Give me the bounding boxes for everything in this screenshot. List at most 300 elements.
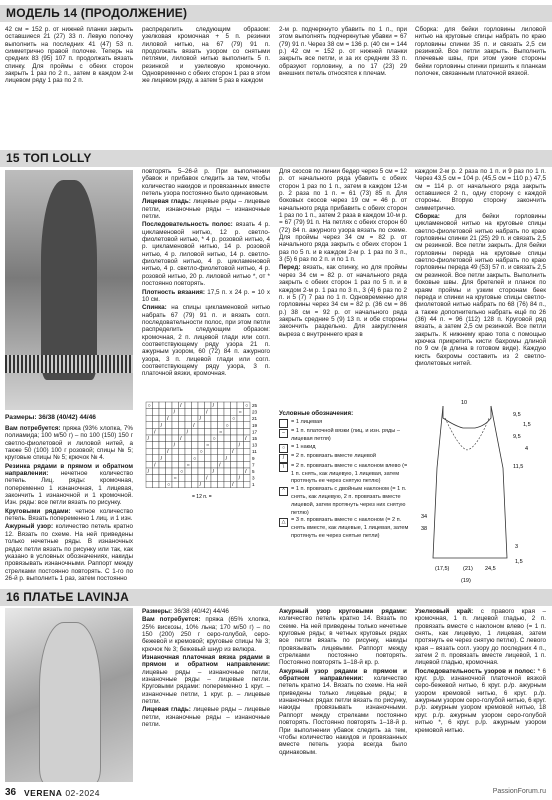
chart-cell [172, 415, 179, 422]
chart-cell [166, 428, 173, 435]
chart-cell [185, 402, 192, 409]
chart-row-label: 11 [252, 449, 257, 455]
schematic-label: (19) [461, 578, 471, 584]
legend-item [279, 463, 409, 486]
chart-symbol: ○ [186, 462, 190, 469]
chart-cell [153, 468, 160, 475]
chart-cell [172, 422, 179, 429]
chart-cell [185, 422, 192, 429]
chart-cell [244, 461, 251, 468]
chart-cell [198, 475, 205, 482]
chart-symbol: / [245, 469, 247, 475]
chart-cell [211, 475, 218, 482]
chart-cell [198, 442, 205, 449]
chart-cell [211, 422, 218, 429]
chart-cell [198, 422, 205, 429]
text-column [142, 608, 270, 730]
chart-cell [179, 448, 186, 455]
chart-cell [146, 409, 153, 416]
legend-symbol-icon: ○ [279, 444, 288, 453]
chart-cell [224, 475, 231, 482]
chart-cell [179, 409, 186, 416]
chart-cell [185, 409, 192, 416]
chart-row-label: 25 [252, 403, 258, 408]
chart-cell [224, 448, 231, 455]
chart-symbol: / [173, 409, 175, 416]
text-column [279, 168, 407, 339]
paragraph: Перед: вязать, как спинку, но для проймы через 34 см = 82 р. от начального ряда закрыть с обеих сторон 1 раз по 5 п. и в каждом 2-м р. 1 раз по 3 п., 3 (4) 6 раз по 2 п. и 5 (7) 7 раз по 1 п. Одновременно для горловины через 34 см = 82 р. (36 см = 86 р.) 38 см = 92 р. от начального ряда закрыть средние 5 (9) 13 п. и обе стороны закончить раздельно. Для закругления выреза с внутреннего края в [279, 264, 407, 338]
chart-cell [146, 461, 153, 468]
chart-cell [218, 422, 225, 429]
chart-symbol: / [147, 436, 149, 442]
chart-symbol: / [232, 482, 234, 489]
section-header-15 [0, 150, 552, 167]
chart-symbol: ○ [193, 455, 197, 462]
schematic-label: 4 [525, 446, 529, 452]
chart-cell [198, 455, 205, 462]
paragraph: Последовательность полос: вязать 4 р. цикламеновой нитью, 12 р. светло-фиолетовой нитью, * 4 р. розовой нитью, 4 р. цикламеновой нитью, 14 р. розовой нитью, 4 р. лиловой нитью, 14 р. светло-фиолетовой нитью, 4 р. цикламеновой нитью, 4 р. светло-фиолетовой нитью, 4 р. розовой нитью, 20 р. лиловой нитью *, от * постоянно повторять. [142, 221, 270, 288]
chart-symbol: / [173, 442, 175, 449]
knitting-chart [142, 398, 272, 500]
chart-cell [166, 468, 173, 475]
paragraph: Спинка: на спицы цикламеновой нитью набрать 67 (79) 91 п. и вязать согл. последовательности полос, при этом петли распределить следующим образом: кромочная, 2 п. лицевой глади или согл. соответствующему ряду узора 21 п. ажурным узором, 60 (72) 84 п. ажурного узора, 3 п. лицевой глади или согл. соответствующему ряду узора, 3 п. платочной вязки, кромочная. [142, 304, 270, 378]
chart-cell [172, 468, 179, 475]
chart-cell [166, 422, 173, 429]
paragraph: Плотность вязания: 17,5 п. x 24 р. = 10 x 10 см. [142, 288, 270, 303]
paragraph: Круговыми рядами: четное количество петель. Вязать попеременно 1 лиц. и 1 изн. [5, 507, 133, 523]
chart-cell [205, 455, 212, 462]
chart-cell [244, 455, 251, 462]
legend [279, 410, 409, 541]
paragraph-heading: Узелковый край: [415, 608, 474, 615]
paragraph-heading: Последовательность узоров и полос: [415, 667, 536, 675]
chart-cell [231, 428, 238, 435]
chart-cell [192, 481, 199, 488]
chart-symbol: / [206, 475, 208, 482]
chart-cell [237, 468, 244, 475]
chart-cell [146, 475, 153, 482]
legend-symbol-icon: \ [279, 463, 288, 472]
paragraph: Сборка: для бейки горловины лиловой нитью на круговые спицы набрать по краю горловины спинки 35 п. и связать 2,5 см резинкой. Все петли закрыть. Выполнить плечевые швы, при этом узкие стороны бейки горловины спинки пришить к планкам полочек, связанным платочной вязкой. [415, 26, 546, 78]
chart-cell [146, 481, 153, 488]
magazine-name: VERENA 02-2024 [24, 788, 101, 798]
paragraph: Вам потребуется: пряжа (65% хлопка, 25% вискозы, 10% льна; 170 м/50 г) – по 150 (200) 250 г серо-голубой, серо-бежевой и кремовой; круговые спицы № 3; крючок № 3; бежевый шнур из велюра. [142, 616, 270, 653]
legend-text: = 2 п. провязать вместе лицевой [291, 453, 377, 460]
dress-photo [5, 608, 133, 782]
chart-cell [192, 475, 199, 482]
legend-text: = 1 лицевая [291, 418, 323, 425]
chart-cell [179, 422, 186, 429]
chart-cell [192, 402, 199, 409]
legend-text: = 1 п. провязать с двойным наклоном (= 1 п. снять, как лицевую, 2 п. провязать вместе лицевой, затем протянуть через них снятую петлю) [291, 486, 407, 516]
chart-symbol: ○ [225, 422, 229, 429]
chart-cell [244, 448, 251, 455]
chart-cell [231, 435, 238, 442]
paragraph: Последовательность узоров и полос: * 6 круг. р./р. изнаночной платочной вязкой серо-бежевой нитью, 6 круг. р./р. ажурным узором кремовой нитью, 6 круг. р./р. ажурным узором серо-голубой нитью, 6 круг. р./р. ажурным узором кремовой нитью, 18 круг. р./р. ажурным узором серо-голубой нитью *, 6 круг. р./р. ажурным узором кремовой нитью. [415, 667, 546, 734]
chart-cell [231, 461, 238, 468]
chart-cell [237, 415, 244, 422]
paragraph: Ажурный узор круговыми рядами: количество петель кратно 14. Вязать по схеме. На ней приведены только нечетные круговые ряды; в четных круговых рядах все петли вязать по рисунку, накиды провязывать лицевыми. Раппорт между стрелками постоянно повторять. Постоянно повторять 1–18-й кр. р. [279, 608, 407, 667]
chart-symbol: ○ [173, 475, 177, 482]
chart-symbol: / [180, 403, 182, 409]
legend-symbol-icon: – [279, 429, 288, 438]
chart-cell [198, 468, 205, 475]
chart-cell [205, 415, 212, 422]
chart-cell [172, 448, 179, 455]
paragraph: Узелковый край: с правого края – кромочная, 1 п. лицевой гладью, 2 п. провязать вместе с наклоном влево (= 1 п. снять, как лицевую, 1 лицевая, затем протянуть ее через снятую петлю). С левого края – вязать согл. узору до последних 4 п., затем 2 п. провязать вместе лицевой, 1 п. лицевой гладью, кромочная. [415, 608, 547, 667]
text-column [142, 168, 270, 379]
chart-symbol: / [186, 429, 188, 436]
chart-cell [166, 435, 173, 442]
chart-cell [153, 481, 160, 488]
legend-item [279, 444, 409, 454]
chart-cell [172, 435, 179, 442]
chart-symbol: ○ [206, 442, 210, 449]
chart-cell [205, 428, 212, 435]
paragraph-heading: Лицевая гладь: [142, 706, 191, 714]
chart-cell [172, 481, 179, 488]
chart-cell [211, 442, 218, 449]
chart-cell [218, 409, 225, 416]
chart-row-label: 17 [252, 429, 258, 435]
chart-symbol: / [193, 422, 195, 429]
chart-cell [159, 435, 166, 442]
paragraph-heading: Вам потребуется: [5, 425, 61, 432]
paragraph: распределить следующим образом: узелковая кромочная + 5 п. резинки лиловой нитью, на 67 (79) 91 п. продолжать вязать узором со снятыми петлями, лиловой нитью выполнить 5 п. резинкой и узелковую кромочную. Одновременно с обеих сторон 1 раз в этом же лицевом ряду, а затем 5 раз в каждом [142, 26, 270, 85]
chart-cell [185, 475, 192, 482]
chart-cell [166, 455, 173, 462]
chart-cell [231, 422, 238, 429]
section-title: 15 ТОП LOLLY [6, 151, 92, 165]
paragraph: Ажурный узор: количество петель кратно 12. Вязать по схеме. На ней приведены только нечетные ряды. В изнаночных рядах петли вязать по рисунку или так, как указано в условных обозначениях, накиды провязывать изнаночными. Раппорт между стрелками постоянно повторять. С 1-го по 26-й р. выполнить 1 раз, затем постоянно [5, 523, 133, 582]
chart-cell [224, 409, 231, 416]
chart-cell [153, 455, 160, 462]
text-column [5, 26, 133, 86]
paragraph-heading: Резинка рядами в прямом и обратном направлении: [5, 462, 133, 478]
chart-cell [179, 442, 186, 449]
chart-symbol: ○ [212, 436, 216, 442]
paragraph: Ажурный узор рядами в прямом и обратном направлении: количество петель кратно 14. Вязать по схеме. На ней приведены только лицевые ряды; в изнаночных рядах петли вязать по рисунку, накиды провязывать изнаночными. Раппорт между стрелками постоянно повторять. Постоянно повторять 1–18-й р. При выполнении убавок следить за тем, чтобы количество накидов и провязанных вместе петель узора всегда было одинаковым. [279, 667, 407, 756]
text-column [279, 608, 407, 757]
chart-cell [218, 415, 225, 422]
chart-grid [146, 402, 250, 488]
chart-cell [218, 455, 225, 462]
footer [0, 784, 552, 800]
chart-cell [192, 442, 199, 449]
legend-symbol-icon: ^ [279, 487, 288, 496]
chart-cell [179, 481, 186, 488]
chart-symbol: ○ [238, 409, 242, 416]
chart-cell [159, 402, 166, 409]
section-header-14 [0, 5, 552, 22]
chart-cell [166, 409, 173, 416]
legend-symbol-icon [279, 419, 288, 428]
chart-row-label: 21 [252, 416, 258, 422]
chart-symbol: / [245, 436, 247, 442]
paragraph: каждом 2-м р. 2 раза по 1 п. и 9 раз по 1 п. Через 43,5 см = 104 р. (45,5 см = 110 р.) 47,5 см = 114 р. от начального ряда закрыть оставшиеся 2 п., одну сторону с каждой стороны. Вторую сторону закончить симметрично. [415, 168, 547, 212]
chart-row-label: 1 [252, 482, 255, 488]
paragraph: Размеры: 36/38 (40/42) 44/46 [142, 608, 229, 615]
chart-cell [179, 428, 186, 435]
chart-cell [211, 428, 218, 435]
legend-text: = 1 п. платочной вязки (лиц. и изн. ряды – лицевая петля) [291, 428, 400, 443]
chart-cell [224, 435, 231, 442]
schematic-label: 3 [515, 544, 519, 550]
chart-symbol: / [232, 449, 234, 456]
chart-cell [185, 415, 192, 422]
chart-cell [211, 409, 218, 416]
paragraph-heading: Лицевая гладь: [142, 198, 191, 206]
chart-cell [166, 475, 173, 482]
chart-row-label: 15 [252, 436, 258, 441]
legend-rows [279, 419, 409, 541]
chart-cell [172, 428, 179, 435]
chart-symbol: ○ [147, 403, 151, 409]
chart-cell [166, 442, 173, 449]
chart-cell [198, 461, 205, 468]
chart-cell [231, 475, 238, 482]
chart-cell [198, 402, 205, 409]
legend-item [279, 419, 409, 429]
paragraph-heading: Последовательность полос: [142, 221, 233, 229]
chart-cell [159, 415, 166, 422]
chart-symbol: / [167, 449, 169, 456]
chart-cell [185, 481, 192, 488]
chart-symbol: / [167, 416, 169, 423]
chart-cell [192, 415, 199, 422]
chart-cell [146, 428, 153, 435]
paragraph-heading: Перед: [279, 264, 301, 272]
paragraph: Сборка: для бейки горловины цикламеновой нитью на круговые спицы светло-фиолетовой нитью набрать по краю горловины спинки 21 (25) 29 п. и связать 2,5 см резинкой. Все петли закрыть. Для бейки горловины переда на круговые спицы светло-фиолетовой нитью набрать по краю горловины переда 49 (53) 57 п. и связать 2,5 см резинкой. Все петли закрыть. Выполнить боковые швы. Для бретелей и планок по краям проймы и узким сторонам беек переда и спинки на круговые спицы светло-фиолетовой нитью набрать по 68 (76) 84 п., а также дополнительно набрать ещё по 26 (36) 44 п. = 96 (112) 128 п. Круговой ряд вязать, а затем 2,5 см резинкой. Все петли закрыть. К нижнему краю топа с помощью крючка прикрепить кисти бахромы длиной по 9 см (в длина в готовом виде). Каждую кисть бахромы составить из 2 светло-фиолетовых нитей. [415, 213, 546, 367]
chart-cell [153, 475, 160, 482]
chart-cell [192, 428, 199, 435]
site-watermark: PassionForum.ru [492, 788, 546, 795]
chart-cell [179, 461, 186, 468]
chart-cell [218, 435, 225, 442]
chart-cell [153, 448, 160, 455]
chart-cell [244, 481, 251, 488]
paragraph: Вам потребуется: пряжа (93% хлопка, 7% полиамида; 100 м/50 г) – по 100 (150) 150 г светло-фиолетовой и лиловой нитей, а также 50 (100) 100 г розовой; спицы № 5; круговые спицы № 5; крючок № 4. [5, 425, 134, 462]
text-column [415, 26, 546, 78]
chart-cell [192, 409, 199, 416]
chart-symbol: / [212, 403, 214, 409]
repeat-label: = 12 п. = [192, 494, 212, 500]
chart-cell [159, 409, 166, 416]
chart-cell [218, 481, 225, 488]
paragraph-heading: Круговыми рядами: [5, 507, 71, 515]
paragraph-heading: Вам потребуется: [142, 616, 201, 624]
chart-cell [205, 422, 212, 429]
chart-symbol: / [199, 416, 201, 423]
chart-cell [146, 422, 153, 429]
chart-cell [185, 435, 192, 442]
pattern-schematic [415, 398, 547, 600]
paragraph: Резинка рядами в прямом и обратном направлении: нечетное количество петель. Лиц. ряды: кромочная, попеременно 1 изнаночная, 1 лицевая, закончить 1 изнаночной и 1 кромочной. Изн. ряды: все петли вязать по рисунку. [5, 462, 133, 507]
text-column [5, 425, 133, 583]
schematic-label: 24,5 [485, 566, 496, 572]
paragraph: 42 см = 152 р. от нижней планки закрыть оставшиеся 21 (27) 33 п. Левую полочку выполнить на последних 41 (47) 53 п. симметрично правой полочке. Теперь на средних 83 (95) 107 п. продолжать вязать спинку. Для проймы с обеих сторон закрыть 1 раз по 2 п., затем в каждом 2-м лицевом ряду 1 раз по 2 п. [5, 26, 133, 85]
section-header-16 [0, 589, 552, 606]
chart-cell [198, 435, 205, 442]
chart-row-label: 3 [252, 475, 255, 481]
chart-cell [185, 448, 192, 455]
schematic-label: 11,5 [513, 464, 524, 470]
chart-cell [205, 468, 212, 475]
chart-cell [224, 415, 231, 422]
chart-cell [205, 448, 212, 455]
legend-title: Условные обозначения: [279, 410, 354, 417]
chart-cell [153, 442, 160, 449]
chart-cell [205, 461, 212, 468]
schematic-label: (21) [463, 566, 473, 572]
chart-cell [237, 422, 244, 429]
sizes-label: Размеры: 36/38 (40/42) 44/46 [5, 414, 96, 421]
legend-symbol-icon: / [279, 454, 288, 463]
chart-cell [237, 402, 244, 409]
chart-cell [146, 415, 153, 422]
paragraph: 2-м р. подчеркнуто убавить по 1 п., при этом выполнять подчеркнутые убавки = 67 (79) 91 п. Через 38 см = 136 р. (40 см = 144 р.) 42 см = 152 р. от нижней планки закрыть все петли, и за их средним 33 п. образуют горловину, а по 17 (23) 29 внешних петель относятся к плечам. [279, 26, 407, 78]
chart-cell [153, 409, 160, 416]
chart-symbol: / [154, 429, 156, 436]
chart-cell [244, 475, 251, 482]
text-column [279, 26, 407, 78]
chart-cell [237, 461, 244, 468]
chart-cell [185, 468, 192, 475]
chart-row-labels [252, 403, 258, 487]
chart-cell [231, 468, 238, 475]
chart-cell [146, 442, 153, 449]
legend-item [279, 453, 409, 463]
chart-row-label: 5 [252, 469, 255, 474]
chart-cell [211, 415, 218, 422]
chart-cell [205, 481, 212, 488]
chart-symbol: / [212, 469, 214, 475]
chart-cell [185, 455, 192, 462]
paragraph-heading: Изнаночная платочная вязка рядами в прямом и обратном направлении: [142, 654, 270, 669]
page-number: 36 [5, 787, 17, 798]
chart-cell [244, 428, 251, 435]
chart-cell [224, 481, 231, 488]
chart-cell [231, 409, 238, 416]
chart-cell [179, 475, 186, 482]
schematic-label: 9,5 [513, 412, 521, 418]
paragraph-heading: Ажурный узор: [5, 523, 54, 531]
chart-cell [218, 402, 225, 409]
chart-cell [244, 415, 251, 422]
chart-symbol: / [238, 475, 240, 482]
chart-cell [192, 468, 199, 475]
legend-text: = 3 п. провязать вместе с наклоном (= 2 п. снять вместе, как лицевые, 1 лицевая, затем протянуть ее через снятые петли) [291, 517, 409, 540]
chart-cell [224, 461, 231, 468]
chart-cell [224, 402, 231, 409]
paragraph-heading: Размеры: [142, 608, 173, 615]
chart-cell [224, 442, 231, 449]
chart-cell [237, 481, 244, 488]
chart-cell [224, 468, 231, 475]
text-column [415, 608, 546, 735]
paragraph: Изнаночная платочная вязка рядами в прямом и обратном направлении: лицевые ряды – изнаночные петли, изнаночные ряды – лицевые петли. Круговыми рядами: попеременно 1 круг. – изнаночные петли, 1 круг. р. – лицевые петли. [142, 654, 270, 706]
model-figure [41, 180, 97, 380]
chart-cell [231, 455, 238, 462]
paragraph: Для скосов по линии бедер через 5 см = 12 р. от начального ряда убавить с обеих сторон 1 раз по 1 п., затем в каждом 12-м р. 2 раза по 1 п. = 61 (73) 85 п. Для боковых скосов через 19 см = 46 р. от начального ряда прибавить с обеих сторон 1 раз по 1 п., затем 2 раза в каждом 10-м р. = 67 (79) 91 п. На петлях с обеих сторон 60 (72) 84 п. ажурного узора вязать по схеме. Для проймы через 34 см = 82 р. от начального ряда закрыть с обеих сторон 1 раз по 5 п. и в каждом 2-м р. 1 раз по 3 п., 3 (5) 6 раз по 2 п. и по 1 п. [279, 168, 407, 264]
legend-symbol-icon: △ [279, 518, 288, 527]
chart-cell [224, 428, 231, 435]
text-column [142, 26, 270, 86]
chart-symbol: / [225, 455, 227, 462]
model-figure [39, 622, 101, 782]
schematic-label: 38 [421, 526, 428, 532]
model-photo [5, 170, 133, 410]
chart-cell [172, 455, 179, 462]
paragraph: повторять 5–26-й р. При выполнении убавок и прибавок следить за тем, чтобы количество накидов и провязанных вместе петель узора постоянно было одинаковым. [142, 168, 270, 198]
chart-cell [237, 428, 244, 435]
chart-cell [211, 481, 218, 488]
section-title: 16 ПЛАТЬЕ LAVINJA [6, 590, 129, 604]
chart-cell [211, 455, 218, 462]
legend-item [279, 517, 409, 540]
legend-text: = 1 накид [291, 443, 316, 450]
chart-cell [192, 461, 199, 468]
chart-cell [172, 402, 179, 409]
chart-cell [159, 428, 166, 435]
chart-row-label: 13 [252, 442, 258, 448]
chart-cell [179, 415, 186, 422]
schematic-label: 10 [461, 400, 468, 406]
chart-cell [146, 455, 153, 462]
chart-symbol: / [199, 482, 201, 489]
chart-cell [231, 402, 238, 409]
chart-cell [244, 422, 251, 429]
chart-cell [153, 422, 160, 429]
fringe [5, 355, 133, 373]
paragraph-heading: Спинка: [142, 304, 167, 312]
chart-cell [244, 409, 251, 416]
chart-cell [159, 475, 166, 482]
chart-symbol: ○ [232, 416, 236, 423]
paragraph-heading: Сборка: [415, 213, 440, 221]
chart-row-label: 19 [252, 422, 258, 428]
chart-cell [205, 435, 212, 442]
chart-cell [146, 448, 153, 455]
chart-cell [231, 442, 238, 449]
chart-symbol: ○ [167, 482, 171, 489]
chart-symbol: / [160, 455, 162, 462]
chart-symbol: / [147, 469, 149, 475]
chart-cell [159, 448, 166, 455]
paragraph: Лицевая гладь: лицевые ряды – лицевые петли, изнаночные ряды – изнаночные петли. [142, 706, 271, 729]
chart-cell [166, 402, 173, 409]
schematic-label: 1,5 [515, 559, 523, 565]
chart-symbol: / [160, 422, 162, 429]
chart-cell [153, 402, 160, 409]
chart-cell [153, 435, 160, 442]
chart-cell [237, 435, 244, 442]
paragraph-heading: Плотность вязания: [142, 288, 205, 296]
chart-cell [218, 468, 225, 475]
chart-symbol: / [206, 409, 208, 416]
chart-symbol: ○ [199, 449, 203, 456]
chart-cell [159, 481, 166, 488]
paragraph: Лицевая гладь: лицевые ряды – лицевые петли, изнаночные ряды – изнаночные петли. [142, 198, 271, 221]
chart-symbol: ○ [219, 429, 223, 436]
chart-row-label: 23 [252, 409, 258, 415]
schematic-label: 1,5 [523, 422, 531, 428]
chart-symbol: / [219, 462, 221, 469]
text-column [415, 168, 546, 368]
chart-symbol: / [180, 436, 182, 442]
legend-item [279, 486, 409, 517]
schematic-label: 34 [421, 514, 428, 520]
